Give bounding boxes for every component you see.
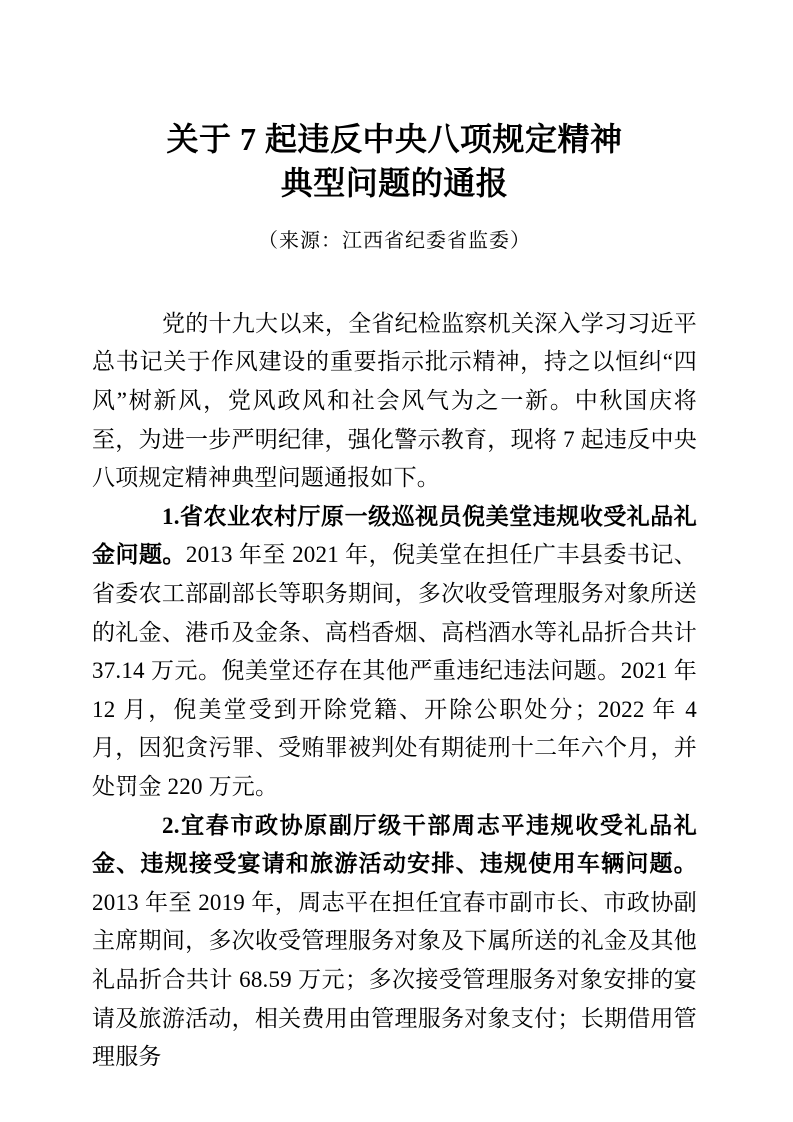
document-body	[92, 305, 697, 1077]
body-paragraph-case-2	[92, 807, 697, 1077]
paragraph-text: 2013 年至 2019 年，周志平在担任宜春市副市长、市政协副主席期间，多次收受管理服务对象及下属所送的礼金及其他礼品折合共计 68.59 万元；多次接受管理服务对象安排的宴请及旅游活动，相关费用由管理服务对象支付；长期借用管理服务	[92, 889, 697, 1070]
paragraph-text: 党的十九大以来，全省纪检监察机关深入学习习近平总书记关于作风建设的重要指示批示精神，持之以恒纠“四风”树新风，党风政风和社会风气为之一新。中秋国庆将至，为进一步严明纪律，强化警示教育，现将 7 起违反中央八项规定精神典型问题通报如下。	[92, 310, 697, 491]
document-title	[92, 117, 697, 205]
paragraph-lead: 2.宜春市政协原副厅级干部周志平违规收受礼品礼金、违规接受宴请和旅游活动安排、违规使用车辆问题。	[92, 812, 697, 877]
document-source-line: （来源：江西省纪委省监委）	[258, 229, 531, 252]
paragraph-lead: 1.省农业农村厅原一级巡视员倪美堂违规收受礼品礼金问题。	[92, 503, 697, 568]
body-paragraph-case-1	[92, 498, 697, 807]
body-paragraph-intro	[92, 305, 697, 498]
document-title-line-1: 关于 7 起违反中央八项规定精神	[166, 121, 623, 158]
document-title-line-2: 典型问题的通报	[280, 165, 509, 202]
paragraph-text: 2013 年至 2021 年，倪美堂在担任广丰县委书记、省委农工部副部长等职务期间，多次收受管理服务对象所送的礼金、港币及金条、高档香烟、高档酒水等礼品折合共计 37.14 万元。倪美堂还存在其他严重违纪违法问题。2021 年 12 月，倪美堂受到开除党籍、开除公职处分；2022 年 4 月，因犯贪污罪、受贿罪被判处有期徒刑十二年六个月，并处罚金 220 万元。	[92, 542, 697, 799]
